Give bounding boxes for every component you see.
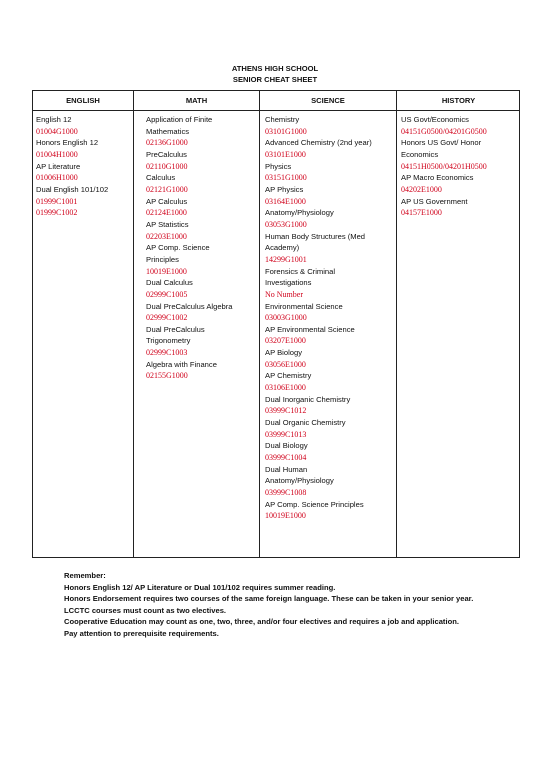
course-name: Physics <box>265 161 292 171</box>
course-code: 04151H0500/04201H0500 <box>401 161 487 171</box>
english-column <box>36 114 132 219</box>
sheet-subtitle: SENIOR CHEAT SHEET <box>232 75 318 84</box>
course-name: AP Literature <box>36 161 81 171</box>
course-name: Dual PreCalculus <box>146 324 205 334</box>
course-code: 03053G1000 <box>265 219 307 229</box>
course-code: 02121G1000 <box>146 184 188 194</box>
course-code: 01006H1000 <box>36 173 78 183</box>
course-code: 02999C1002 <box>146 313 188 323</box>
course-name: Investigations <box>265 278 312 288</box>
course-code: 03999C1008 <box>265 488 307 497</box>
note-line: Honors Endorsement requires two courses of the same foreign language. These can be taken in your senior year. <box>64 594 474 603</box>
course-code: 03999C1012 <box>265 406 307 416</box>
course-code: 03164E1000 <box>265 196 306 206</box>
note-line: Honors English 12/ AP Literature or Dual 101/102 requires summer reading. <box>64 582 336 592</box>
course-code: 14299G1001 <box>265 254 307 264</box>
history-column <box>401 114 519 219</box>
school-title: ATHENS HIGH SCHOOL <box>231 64 319 73</box>
note-line: Cooperative Education may count as one, two, three, and/or four electives and requires a job and application. <box>64 617 459 626</box>
course-code: 02124E1000 <box>146 208 187 218</box>
course-code: 03999C1004 <box>265 453 307 463</box>
course-code: 02999C1005 <box>146 289 188 299</box>
notes-section <box>64 570 484 639</box>
course-code: 02155G1000 <box>146 371 188 381</box>
course-code: 01004G1000 <box>36 126 78 136</box>
course-name: AP US Government <box>401 196 468 206</box>
course-name: Dual PreCalculus Algebra <box>146 301 233 311</box>
course-name: AP Macro Economics <box>401 173 474 183</box>
course-name: Dual Biology <box>265 441 308 451</box>
course-code: 01999C1002 <box>36 208 78 218</box>
course-name: Academy) <box>265 243 300 253</box>
course-name: Dual Human <box>265 464 308 474</box>
course-name: Economics <box>401 149 439 159</box>
course-name: AP Statistics <box>146 219 189 229</box>
course-code: 04202E1000 <box>401 184 442 194</box>
course-name: AP Comp. Science Principles <box>265 499 364 509</box>
course-name: Dual Inorganic Chemistry <box>265 394 351 404</box>
course-code: 03003G1000 <box>265 313 307 323</box>
course-name: Dual Organic Chemistry <box>265 418 346 428</box>
course-code: 03101G1000 <box>265 126 307 136</box>
math-column <box>146 114 258 382</box>
course-code: 04151G0500/04201G0500 <box>401 126 487 136</box>
course-name: Principles <box>146 254 179 264</box>
column-divider <box>259 91 260 557</box>
course-name: US Govt/Economics <box>401 115 469 124</box>
course-code: 02999C1003 <box>146 348 188 358</box>
note-line: LCCTC courses must count as two electives. <box>64 605 227 615</box>
course-name: Calculus <box>146 173 176 183</box>
course-name: Trigonometry <box>146 336 191 346</box>
science-column <box>265 114 395 522</box>
course-name: Honors US Govt/ Honor <box>401 138 482 148</box>
course-name: AP Environmental Science <box>265 324 355 334</box>
course-code: 02136G1000 <box>146 138 188 148</box>
note-line: Pay attention to prerequisite requirements. <box>64 628 219 638</box>
course-code: 04157E1000 <box>401 208 442 218</box>
course-code: 02203E1000 <box>146 231 187 241</box>
course-code: 03207E1000 <box>265 336 306 346</box>
course-code: 02110G1000 <box>146 161 188 171</box>
course-name: Human Body Structures (Med <box>265 231 366 241</box>
course-code: 01999C1001 <box>36 196 78 206</box>
course-name: AP Comp. Science <box>146 243 210 253</box>
course-name: AP Physics <box>265 184 304 194</box>
course-code: 10019E1000 <box>265 511 306 521</box>
course-name: Algebra with Finance <box>146 359 217 369</box>
course-name: Honors English 12 <box>36 138 99 148</box>
course-name: English 12 <box>36 115 72 124</box>
course-name: Dual English 101/102 <box>36 184 109 194</box>
course-name: Anatomy/Physiology <box>265 476 334 486</box>
course-code: 03101E1000 <box>265 149 306 159</box>
header-math: MATH <box>185 96 208 105</box>
column-divider <box>133 91 134 557</box>
course-name: AP Biology <box>265 348 303 358</box>
course-name: Mathematics <box>146 126 190 136</box>
course-name: Forensics & Criminal <box>265 266 336 276</box>
header-science: SCIENCE <box>311 96 345 105</box>
course-name: Dual Calculus <box>146 278 193 288</box>
header-history: HISTORY <box>441 96 476 105</box>
course-name: Advanced Chemistry (2nd year) <box>265 138 372 148</box>
course-code: No Number <box>265 289 303 299</box>
course-name: Anatomy/Physiology <box>265 208 334 218</box>
course-name: PreCalculus <box>146 149 187 159</box>
course-code: 03999C1013 <box>265 429 307 439</box>
course-code: 01004H1000 <box>36 149 78 159</box>
course-code: 10019E1000 <box>146 266 187 276</box>
course-name: Application of Finite <box>146 115 213 124</box>
course-name: Environmental Science <box>265 301 343 311</box>
course-name: AP Calculus <box>146 196 188 206</box>
course-name: Chemistry <box>265 115 300 124</box>
course-table <box>32 90 520 558</box>
course-code: 03056E1000 <box>265 359 306 369</box>
course-name: AP Chemistry <box>265 371 312 381</box>
header-english: ENGLISH <box>66 96 100 105</box>
notes-heading: Remember: <box>64 571 106 580</box>
course-code: 03151G1000 <box>265 173 307 183</box>
column-divider <box>396 91 397 557</box>
course-code: 03106E1000 <box>265 383 306 393</box>
